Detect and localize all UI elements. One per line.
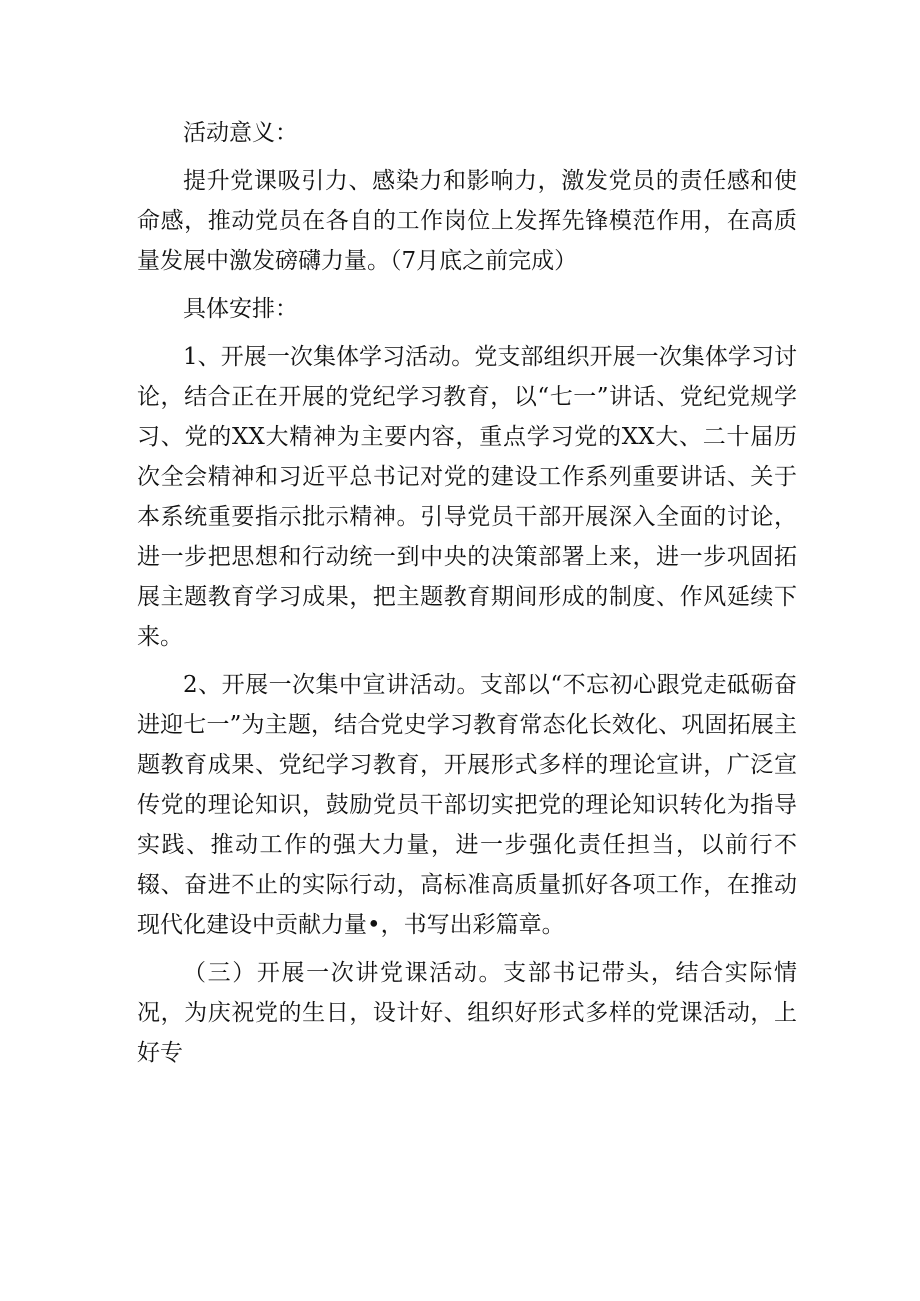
paragraph-item-2: 2、开展一次集中宣讲活动。支部以“不忘初心跟党走砥砺奋进迎七一”为主题，结合党史学习教育常态化长效化、巩固拓展主题教育成果、党纪学习教育，开展形式多样的理论宣讲，广泛宣传党的理论知识，鼓励党员干部切实把党的理论知识转化为指导实践、推动工作的强大力量，进一步强化责任担当，以前行不辍、奋进不止的实际行动，高标准高质量抓好各项工作，在推动现代化建设中贡献力量•，书写出彩篇章。 <box>137 672 797 938</box>
paragraph-activity-significance-heading: 活动意义： <box>183 120 298 146</box>
paragraph-activity-significance: 提升党课吸引力、感染力和影响力，激发党员的责任感和使命感，推动党员在各自的工作岗位上发挥先锋模范作用，在高质量发展中激发磅礴力量。（7月底之前完成） <box>137 168 797 274</box>
paragraph-item-1: 1、开展一次集体学习活动。党支部组织开展一次集体学习讨论，结合正在开展的党纪学习教育，以“七一”讲话、党纪党规学习、党的XX大精神为主要内容，重点学习党的XX大、二十届历次全会精神和习近平总书记对党的建设工作系列重要讲话、关于本系统重要指示批示精神。引导党员干部开展深入全面的讨论，进一步把思想和行动统一到中央的决策部署上来，进一步巩固拓展主题教育学习成果，把主题教育期间形成的制度、作风延续下来。 <box>137 344 797 650</box>
document-body <box>137 113 797 1073</box>
paragraph-item-3: （三）开展一次讲党课活动。支部书记带头，结合实际情况，为庆祝党的生日，设计好、组织好形式多样的党课活动，上好专 <box>137 960 797 1066</box>
paragraph-arrangement-heading: 具体安排： <box>183 296 298 322</box>
